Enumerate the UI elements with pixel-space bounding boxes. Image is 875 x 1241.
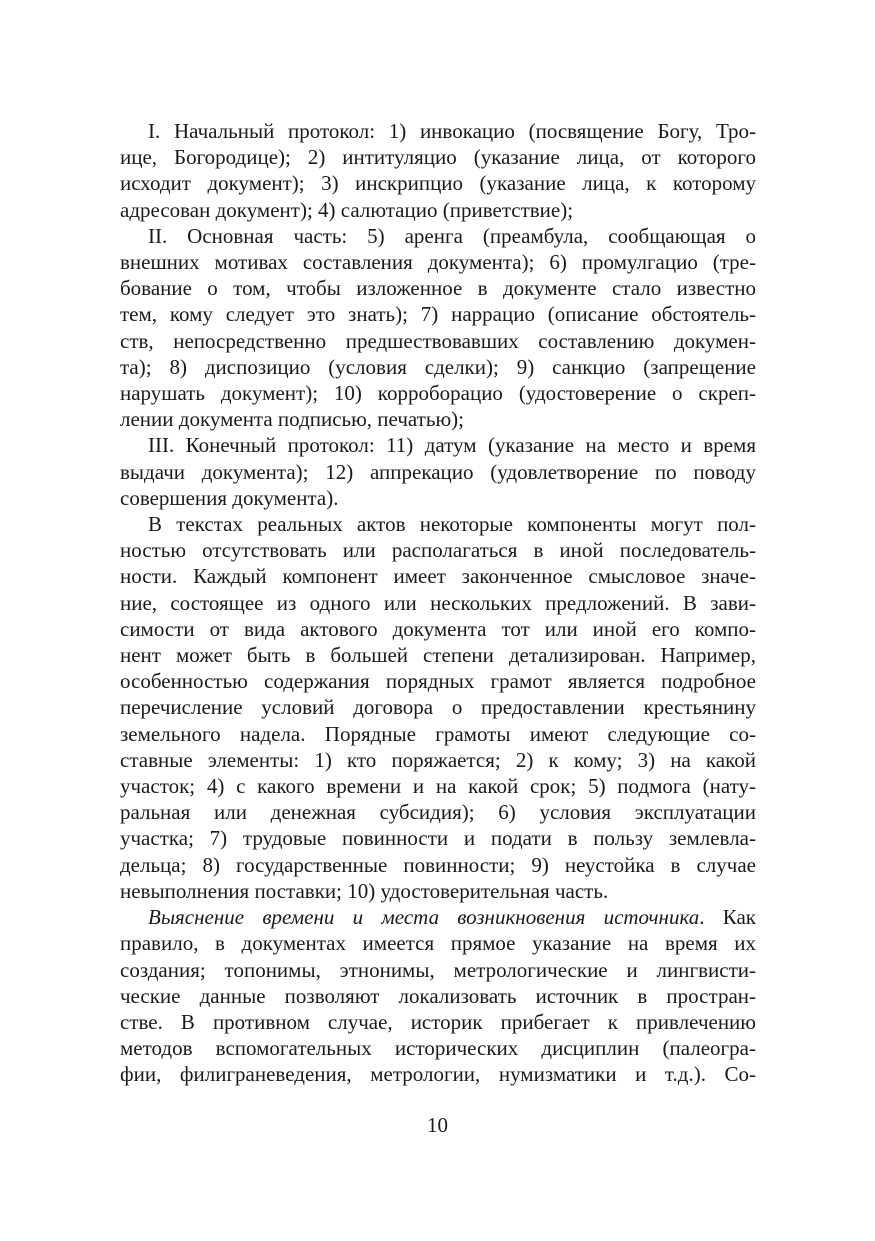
text-line: тем, кому следует это знать); 7) наррацио (описание обстоятель- (120, 302, 756, 327)
text-line: стве. В противном случае, историк прибегает к привлечению (120, 1009, 756, 1034)
text-line: ице, Богородице); 2) интитуляцио (указание лица, от которого (120, 145, 756, 170)
text-line: симости от вида актового документа тот или иной его компо- (120, 616, 756, 641)
text-line: создания; топонимы, этнонимы, метрологические и лингвисти- (120, 957, 756, 982)
text-line: дельца; 8) государственные повинности; 9) неустойка в случае (120, 852, 756, 877)
text-line: земельного надела. Порядные грамоты имеют следующие со- (120, 721, 756, 746)
paragraph-initial-protocol (120, 118, 756, 223)
text-line: совершения документа). (120, 485, 339, 510)
paragraph-time-place (120, 904, 756, 1087)
text-line: I. Начальный протокол: 1) инвокацио (посвящение Богу, Тро- (148, 119, 756, 143)
text-line: В текстах реальных актов некоторые компоненты могут пол- (148, 512, 756, 537)
text-line: ральная или денежная субсидия); 6) условия эксплуатации (120, 800, 756, 825)
text-line: участка; 7) трудовые повинности и подати в пользу землевла- (120, 826, 756, 851)
paragraph-real-acts (120, 511, 756, 904)
text-line (120, 904, 756, 930)
text-line: особенностью содержания порядных грамот является подробное (120, 669, 756, 694)
text-line: нарушать документ); 10) корроборацио (удостоверение о скреп- (120, 381, 756, 406)
text-line: внешних мотивах составления документа); 6) промулгацио (тре- (120, 250, 756, 275)
text-line: методов вспомогательных исторических дисциплин (палеогра- (120, 1036, 756, 1061)
text-line: выдачи документа); 12) аппрекацио (удовлетворение по поводу (120, 459, 756, 484)
text-line: перечисление условий договора о предоставлении крестьянину (120, 695, 756, 720)
text-line: ности. Каждый компонент имеет законченное смысловое значе- (120, 564, 756, 589)
text-line: лении документа подписью, печатью); (120, 407, 464, 432)
body-text (120, 118, 756, 1088)
text-line: исходит документ); 3) инскрипцио (указание лица, к которому (120, 171, 756, 196)
text-line: правило, в документах имеется прямое указание на время их (120, 931, 756, 956)
text-line: ностью отсутствовать или располагаться в иной последователь- (120, 538, 756, 563)
text-line: участок; 4) с какого времени и на какой срок; 5) подмога (нату- (120, 774, 756, 799)
text-line: невыполнения поставки; 10) удостоверительная часть. (120, 878, 609, 903)
text-line: адресован документ); 4) салютацио (приветствие); (120, 197, 574, 222)
text-line: III. Конечный протокол: 11) датум (указание на место и время (148, 433, 756, 458)
paragraph-final-protocol (120, 432, 756, 511)
text-fragment: . Как (699, 905, 756, 930)
paragraph-main-part (120, 223, 756, 433)
text-line: ние, состоящее из одного или нескольких предложений. В зави- (120, 590, 756, 615)
text-line: та); 8) диспозицио (условия сделки); 9) санкцио (запрещение (120, 354, 756, 379)
page-number: 10 (427, 1113, 448, 1137)
text-line: ств, непосредственно предшествовавших составлению докумен- (120, 328, 756, 353)
section-heading-italic: Выяснение времени и места возникновения источника (148, 905, 700, 930)
text-line: ставные элементы: 1) кто поряжается; 2) к кому; 3) на какой (120, 747, 756, 772)
text-line: ческие данные позволяют локализовать источник в простран- (120, 983, 756, 1008)
text-line: бование о том, чтобы изложенное в документе стало известно (120, 276, 756, 301)
text-line: фии, филиграневедения, метрологии, нумизматики и т.д.). Со- (120, 1062, 756, 1087)
text-line: нент может быть в большей степени детализирован. Например, (120, 643, 756, 668)
text-line: II. Основная часть: 5) аренга (преамбула, сообщающая о (148, 223, 756, 248)
